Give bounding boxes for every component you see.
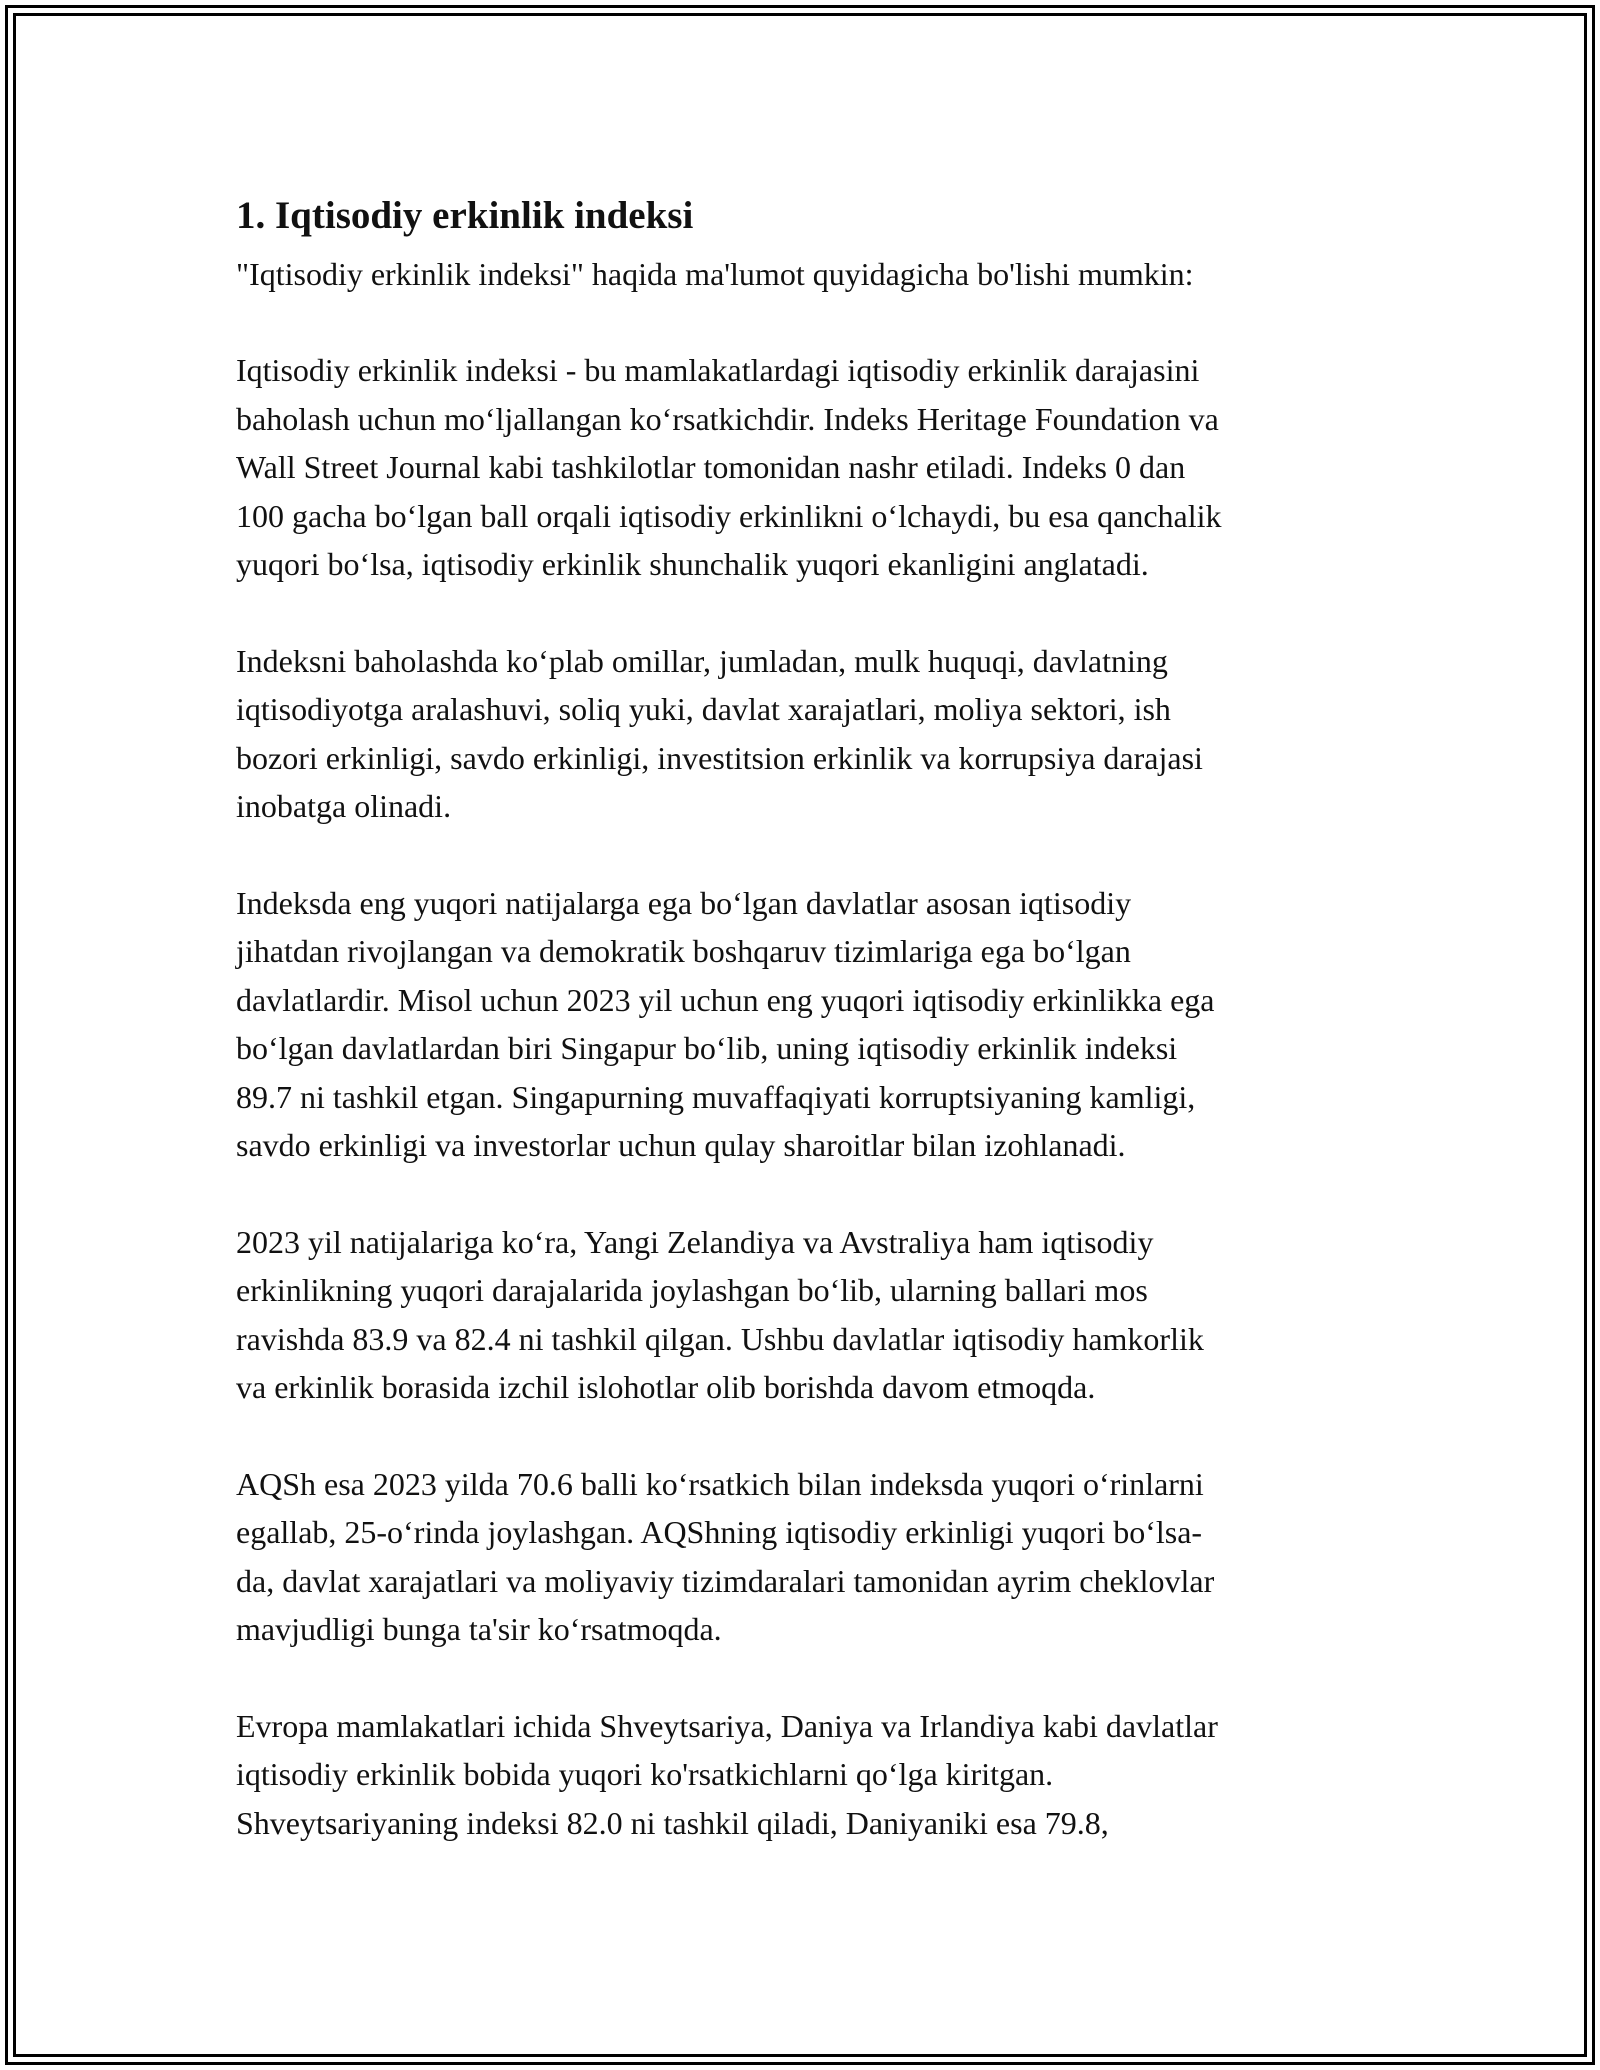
paragraph-europe: Evropa mamlakatlari ichida Shveytsariya, Daniya va Irlandiya kabi davlatlar iqtisodiy erkinlik bobida yuqori ko'rsatkichlarni qoʻlga kiritgan. Shveytsariyaning indeksi 82.0 ni tashkil qiladi, Daniyaniki esa 79.8,	[236, 1707, 1218, 1841]
intro-paragraph: "Iqtisodiy erkinlik indeksi" haqida ma'lumot quyidagicha bo'lishi mumkin:	[236, 256, 1194, 292]
paragraph-top-countries: Indeksda eng yuqori natijalarga ega boʻlgan davlatlar asosan iqtisodiy jihatdan rivojlangan va demokratik boshqaruv tizimlariga ega boʻlgan davlatlardir. Misol uchun 2023 yil uchun eng yuqori iqtisodiy erkinlikka ega boʻlgan davlatlardan biri Singapur boʻlib, uning iqtisodiy erkinlik indeksi 89.7 ni tashkil etgan. Singapurning muvaffaqiyati korruptsiyaning kamligi, savdo erkinligi va investorlar uchun qulay sharoitlar bilan izohlanadi.	[236, 884, 1215, 1163]
paragraph-factors: Indeksni baholashda koʻplab omillar, jumladan, mulk huquqi, davlatning iqtisodiyotga aralashuvi, soliq yuki, davlat xarajatlari, moliya sektori, ish bozori erkinligi, savdo erkinligi, investitsion erkinlik va korrupsiya darajasi inobatga olinadi.	[236, 642, 1203, 824]
paragraph-definition: Iqtisodiy erkinlik indeksi - bu mamlakatlardagi iqtisodiy erkinlik darajasini baholash uchun moʻljallangan koʻrsatkichdir. Indeks Heritage Foundation va Wall Street Journal kabi tashkilotlar tomonidan nashr etiladi. Indeks 0 dan 100 gacha boʻlgan ball orqali iqtisodiy erkinlikni oʻlchaydi, bu esa qanchalik yuqori boʻlsa, iqtisodiy erkinlik shunchalik yuqori ekanligini anglatadi.	[236, 352, 1222, 582]
section-heading: 1. Iqtisodiy erkinlik indeksi	[236, 194, 694, 237]
document-body	[236, 190, 1376, 1847]
paragraph-usa: AQSh esa 2023 yilda 70.6 balli koʻrsatkich bilan indeksda yuqori oʻrinlarni egallab, 25-oʻrinda joylashgan. AQShning iqtisodiy erkinligi yuqori boʻlsa- da, davlat xarajatlari va moliyaviy tizimdaralari tamonidan ayrim cheklovlar mavjudligi bunga ta'sir koʻrsatmoqda.	[236, 1465, 1215, 1647]
paragraph-new-zealand-australia: 2023 yil natijalariga koʻra, Yangi Zelandiya va Avstraliya ham iqtisodiy erkinlikning yuqori darajalarida joylashgan boʻlib, ularning ballari mos ravishda 83.9 va 82.4 ni tashkil qilgan. Ushbu davlatlar iqtisodiy hamkorlik va erkinlik borasida izchil islohotlar olib borishda davom etmoqda.	[236, 1223, 1204, 1405]
